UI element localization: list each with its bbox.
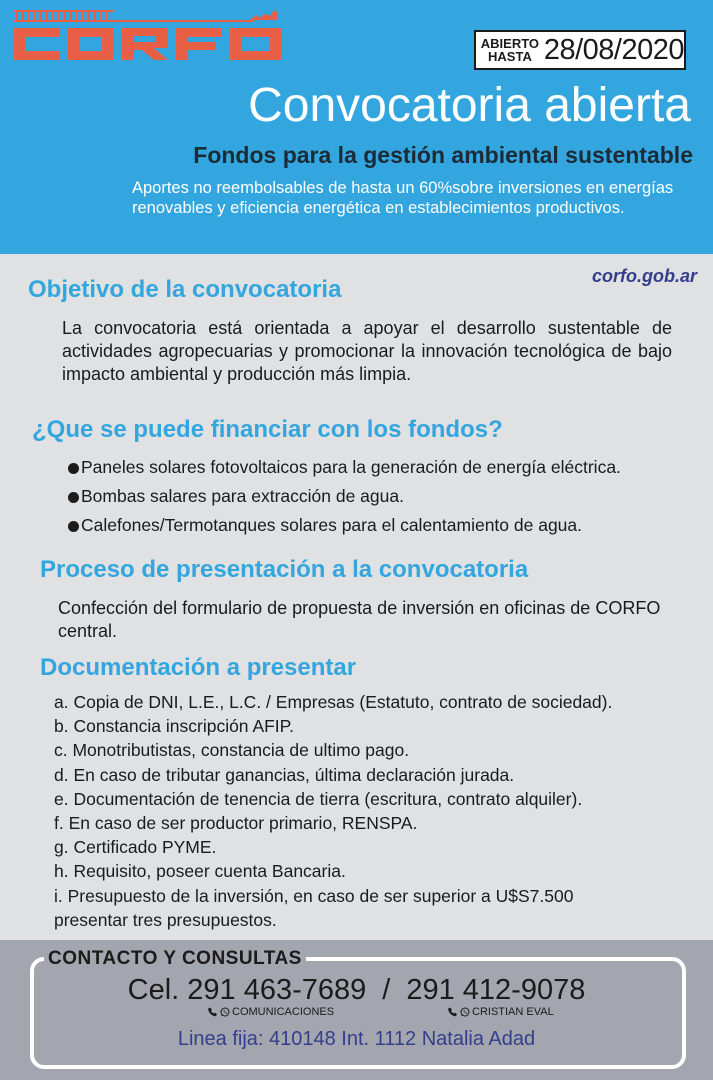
phone-icon	[448, 1007, 458, 1017]
deadline-date: 28/08/2020	[543, 33, 684, 66]
list-item: e. Documentación de tenencia de tierra (escritura, contrato alquiler).	[54, 788, 583, 809]
objective-text: La convocatoria está orientada a apoyar el desarrollo sustentable de actividades agropecuarias y promocionar la innovación tecnológica de bajo impacto ambiental y producción más limpia.	[62, 318, 672, 384]
website-link[interactable]: corfo.gob.ar	[591, 266, 697, 286]
financing-list	[68, 453, 621, 540]
list-item: b. Constancia inscripción AFIP.	[54, 716, 294, 737]
documents-heading: Documentación a presentar	[40, 654, 357, 681]
phone-2[interactable]: 291 412-9078	[406, 974, 586, 1006]
bullet-icon	[68, 492, 79, 503]
list-item: a. Copia de DNI, L.E., L.C. / Empresas (Estatuto, contrato de sociedad).	[54, 692, 613, 712]
whatsapp-icon	[460, 1007, 470, 1017]
list-item: Paneles solares fotovoltaicos para la generación de energía eléctrica.	[68, 453, 621, 482]
list-item: c. Monotributistas, constancia de ultimo pago.	[54, 740, 410, 761]
phone-1-caption: COMUNICACIONES	[208, 1006, 334, 1018]
page-subtitle: Fondos para la gestión ambiental sustentable	[193, 142, 693, 168]
corfo-logo	[14, 6, 286, 68]
phone-icon	[208, 1007, 218, 1017]
financing-heading: ¿Que se puede financiar con los fondos?	[32, 416, 503, 443]
bullet-icon	[68, 463, 79, 474]
contact-section	[0, 940, 713, 1080]
phone-numbers	[0, 974, 713, 1007]
list-item: i. Presupuesto de la inversión, en caso de ser superior a U$S7.500	[54, 885, 574, 906]
process-heading: Proceso de presentación a la convocatoria	[40, 556, 529, 583]
phone-1[interactable]: Cel. 291 463-7689	[127, 974, 367, 1006]
header-banner	[0, 0, 713, 254]
list-item: g. Certificado PYME.	[54, 837, 217, 858]
contact-title: CONTACTO Y CONSULTAS	[44, 948, 306, 970]
phone-2-caption: CRISTIAN EVAL	[448, 1006, 554, 1018]
process-text: Confección del formulario de propuesta de inversión en oficinas de CORFO central.	[58, 598, 661, 641]
page-title: Convocatoria abierta	[248, 79, 691, 132]
list-item: h. Requisito, poseer cuenta Bancaria.	[54, 861, 346, 882]
deadline-label: ABIERTO HASTA	[480, 36, 540, 64]
phone-separator: /	[382, 974, 391, 1006]
list-item: d. En caso de tributar ganancias, última declaración jurada.	[54, 764, 515, 785]
whatsapp-icon	[220, 1007, 230, 1017]
documents-list	[54, 690, 612, 932]
intro-text: Aportes no reembolsables de hasta un 60%sobre inversiones en energías renovables y eficiencia energética en establecimientos productivos.	[132, 179, 674, 217]
list-item: Calefones/Termotanques solares para el calentamiento de agua.	[68, 511, 621, 540]
bullet-icon	[68, 521, 79, 532]
list-item: presentar tres presupuestos.	[54, 909, 277, 930]
list-item: Bombas salares para extracción de agua.	[68, 482, 621, 511]
objective-heading: Objetivo de la convocatoria	[28, 276, 342, 303]
deadline-badge	[474, 30, 686, 70]
list-item: f. En caso de ser productor primario, RENSPA.	[54, 813, 418, 834]
landline-text[interactable]: Linea fija: 410148 Int. 1112 Natalia Adad	[177, 1028, 536, 1050]
